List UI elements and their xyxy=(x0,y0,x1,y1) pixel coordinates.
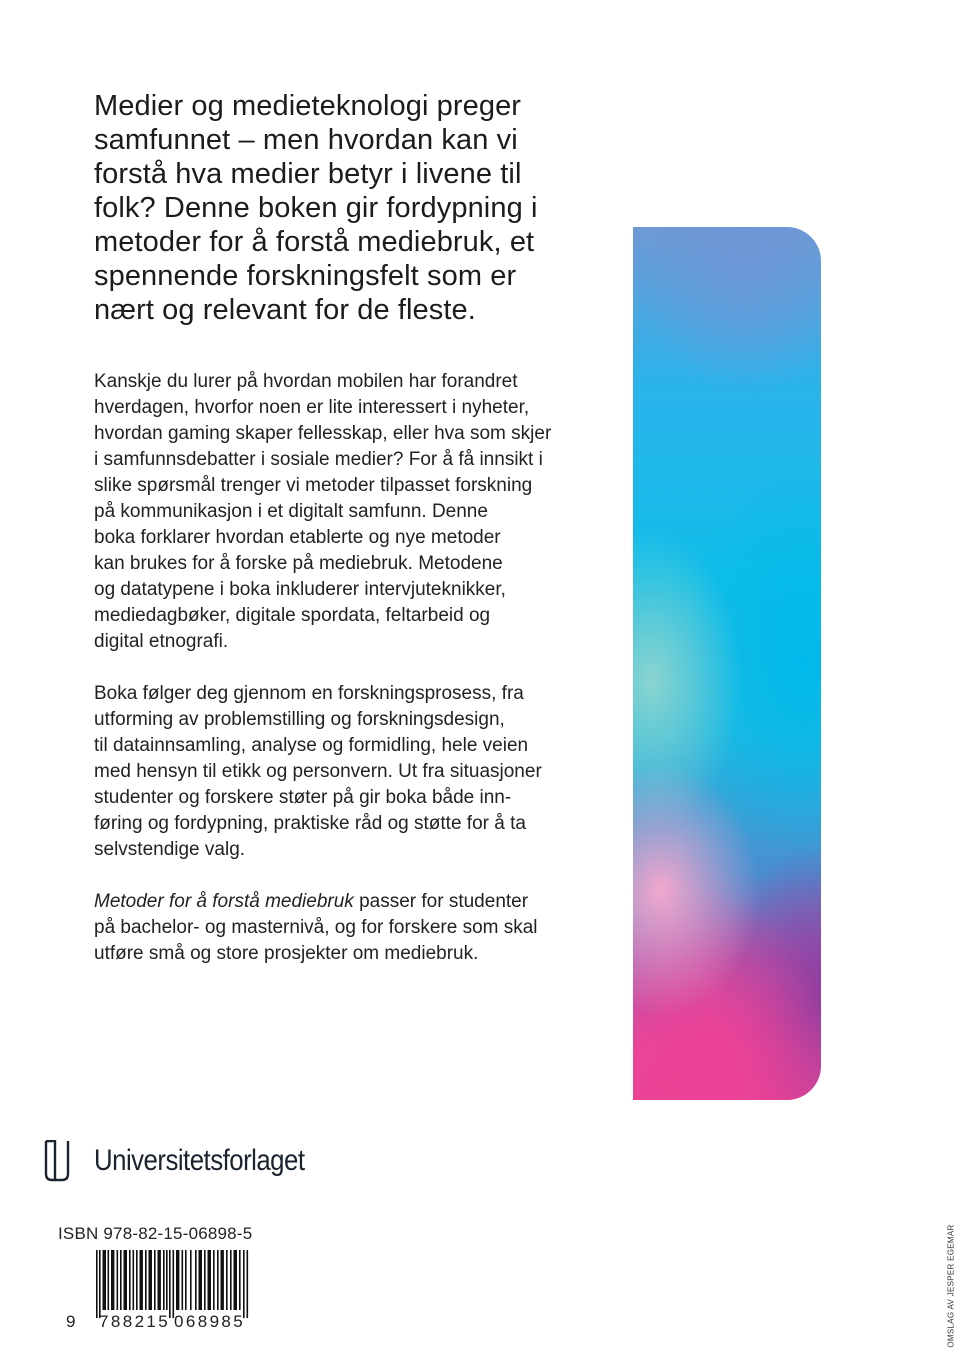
gradient-panel xyxy=(633,227,821,1100)
cover-design-credit: OMSLAG AV JESPER EGEMAR xyxy=(946,1224,956,1348)
paragraph-line: selvstendige valg. xyxy=(94,839,246,860)
paragraph-line: utforming av problemstilling og forskningsdesign, xyxy=(94,709,505,730)
description-paragraph-2 xyxy=(94,681,624,863)
paragraph-line: til datainnsamling, analyse og formidling, hele veien xyxy=(94,735,529,756)
paragraph-line: utføre små og store prosjekter om mediebruk. xyxy=(94,943,479,964)
paragraph-line: og datatypene i boka inkluderer intervjuteknikker, xyxy=(94,579,506,600)
barcode-digits-right: 068985 xyxy=(174,1312,246,1331)
lead-line: metoder for å forstå mediebruk, et xyxy=(94,226,535,258)
paragraph-line: Boka følger deg gjennom en forskningsprosess, fra xyxy=(94,683,524,704)
isbn-label: ISBN 978-82-15-06898-5 xyxy=(58,1224,253,1243)
paragraph-line: boka forklarer hvordan etablerte og nye metoder xyxy=(94,527,501,548)
paragraph-line: i samfunnsdebatter i sosiale medier? For å få innsikt i xyxy=(94,449,543,470)
lead-heading xyxy=(94,89,614,327)
lead-line: forstå hva medier betyr i livene til xyxy=(94,158,522,190)
lead-line: samfunnet – men hvordan kan vi xyxy=(94,124,518,156)
paragraph-text: passer for studenter xyxy=(353,891,529,912)
paragraph-line: på kommunikasjon i et digitalt samfunn. Denne xyxy=(94,501,488,522)
paragraph-line: hvordan gaming skaper fellesskap, eller hva som skjer xyxy=(94,423,552,444)
isbn-barcode xyxy=(64,1250,264,1340)
paragraph-line: føring og fordypning, praktiske råd og støtte for å ta xyxy=(94,813,526,834)
paragraph-line xyxy=(94,889,624,915)
paragraph-line: studenter og forskere støter på gir boka både inn- xyxy=(94,787,512,808)
lead-line: Medier og medieteknologi preger xyxy=(94,90,522,122)
paragraph-line: slike spørsmål trenger vi metoder tilpasset forskning xyxy=(94,475,533,496)
audience-paragraph xyxy=(94,889,624,967)
barcode-bars-icon xyxy=(64,1250,264,1320)
lead-line: spennende forskningsfelt som er xyxy=(94,260,517,292)
lead-line: folk? Denne boken gir fordypning i xyxy=(94,192,538,224)
publisher-logo xyxy=(44,1140,339,1182)
barcode-digit-first: 9 xyxy=(66,1312,76,1331)
paragraph-line: hverdagen, hvorfor noen er lite interessert i nyheter, xyxy=(94,397,530,418)
book-title-italic: Metoder for å forstå mediebruk xyxy=(94,891,354,912)
book-spine-u-icon xyxy=(44,1140,70,1182)
paragraph-line: mediedagbøker, digitale spordata, feltarbeid og xyxy=(94,605,491,626)
paragraph-line: på bachelor- og masternivå, og for forskere som skal xyxy=(94,917,538,938)
lead-line: nært og relevant for de fleste. xyxy=(94,294,476,326)
paragraph-line: digital etnografi. xyxy=(94,631,229,652)
paragraph-line: Kanskje du lurer på hvordan mobilen har forandret xyxy=(94,371,518,392)
publisher-name: Universitetsforlaget xyxy=(94,1144,305,1177)
barcode-digits-left: 788215 xyxy=(99,1312,171,1331)
description-paragraph-1 xyxy=(94,369,624,655)
paragraph-line: med hensyn til etikk og personvern. Ut fra situasjoner xyxy=(94,761,542,782)
paragraph-line: kan brukes for å forske på mediebruk. Metodene xyxy=(94,553,503,574)
